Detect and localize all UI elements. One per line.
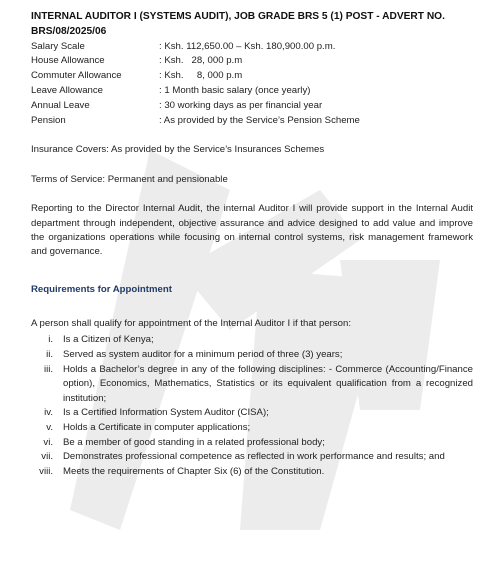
item-number: iii. [43, 363, 53, 375]
list-item [31, 436, 473, 451]
requirements-heading: Requirements for Appointment [31, 283, 172, 295]
term-value: : As provided by the Service’s Pension Scheme [159, 114, 360, 126]
term-label: Annual Leave [31, 99, 90, 111]
item-text: Meets the requirements of Chapter Six (6) of the Constitution. [63, 465, 325, 477]
terms-row [31, 69, 360, 84]
item-number: vii. [41, 451, 53, 463]
terms-row [31, 114, 360, 129]
reporting-paragraph: Reporting to the Director Internal Audit, the internal Auditor I will provide support in the Internal Audit department through independent, objective assurance and advice designed to add value and improve the organizations operations while focusing on internal control systems, risk management framework and governance. [31, 203, 473, 258]
terms-table [31, 40, 360, 129]
list-item [31, 450, 473, 465]
terms-row [31, 84, 360, 99]
term-label: House Allowance [31, 55, 105, 67]
terms-of-service-text: Terms of Service: Permanent and pensionable [31, 173, 228, 185]
term-value: : 30 working days as per financial year [159, 99, 323, 111]
item-number: viii. [39, 465, 53, 477]
item-number: vi. [43, 436, 53, 448]
terms-row [31, 54, 360, 69]
term-value: : Ksh. 112,650.00 – Ksh. 180,900.00 p.m. [159, 40, 336, 52]
list-item [31, 363, 473, 407]
item-text: Demonstrates professional competence as reflected in work performance and results; and [63, 451, 445, 463]
item-text: Is a Citizen of Kenya; [63, 334, 154, 346]
term-value: : Ksh. 28, 000 p.m [159, 55, 243, 67]
post-title: INTERNAL AUDITOR I (SYSTEMS AUDIT), JOB GRADE BRS 5 (1) POST - ADVERT NO. BRS/08/2025/06 [31, 11, 445, 37]
item-number: iv. [44, 407, 53, 419]
terms-row [31, 99, 360, 114]
item-number: v. [46, 422, 53, 434]
item-number: i. [48, 334, 53, 346]
item-text: Served as system auditor for a minimum period of three (3) years; [63, 349, 343, 361]
item-text: Be a member of good standing in a related professional body; [63, 436, 325, 448]
item-text: Holds a Certificate in computer applications; [63, 422, 251, 434]
term-label: Pension [31, 114, 66, 126]
list-item [31, 406, 473, 421]
list-item [31, 348, 473, 363]
insurance-text: Insurance Covers: As provided by the Service’s Insurances Schemes [31, 144, 325, 156]
term-label: Salary Scale [31, 40, 85, 52]
terms-row [31, 40, 360, 55]
requirements-list [31, 333, 473, 479]
qualify-intro: A person shall qualify for appointment of the Internal Auditor I if that person: [31, 318, 351, 330]
list-item [31, 465, 473, 480]
term-value: : 1 Month basic salary (once yearly) [159, 84, 311, 96]
term-value: : Ksh. 8, 000 p.m [159, 70, 243, 82]
list-item [31, 333, 473, 348]
term-label: Commuter Allowance [31, 70, 122, 82]
item-text: Holds a Bachelor’s degree in any of the following disciplines: - Commerce (Accounting/Finance option), Economics, Mathematics, Statistics or its equivalent qualification from a recognized institution; [63, 363, 473, 404]
item-number: ii. [46, 349, 53, 361]
list-item [31, 421, 473, 436]
term-label: Leave Allowance [31, 84, 104, 96]
job-advert-document [31, 10, 473, 479]
item-text: Is a Certified Information System Auditor (CISA); [63, 407, 269, 419]
